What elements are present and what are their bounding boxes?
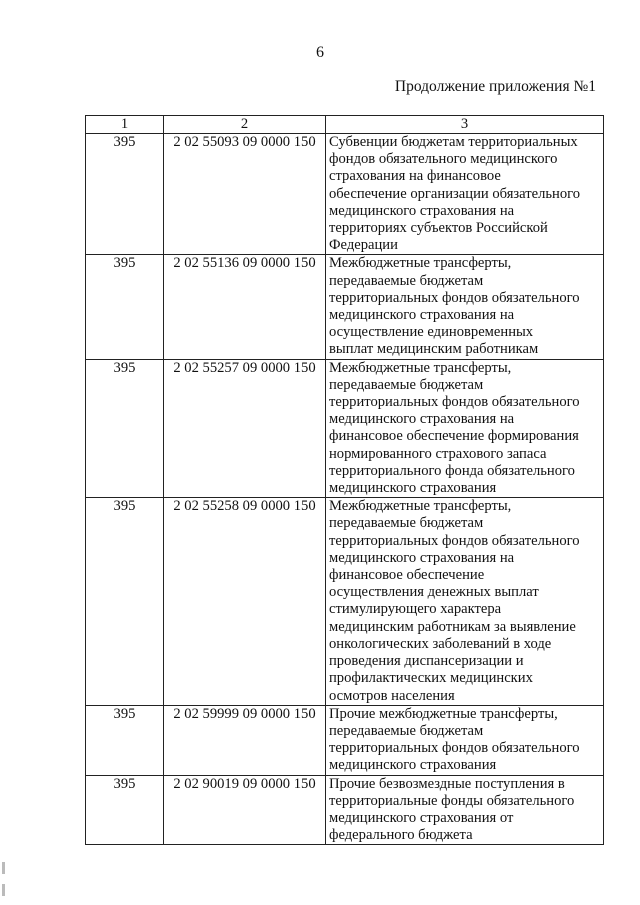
revenue-name-cell (326, 134, 604, 255)
table-row (86, 359, 604, 498)
revenue-name-cell (326, 498, 604, 705)
revenue-name-line: территориальных фондов обязательного (329, 740, 580, 757)
revenue-name-line: фондов обязательного медицинского (329, 151, 558, 168)
revenue-name-line: медицинского страхования на (329, 307, 515, 324)
table-body (86, 134, 604, 845)
binding-mark (2, 884, 5, 896)
revenue-name-line: территориального фонда обязательного (329, 462, 575, 479)
revenue-name-line: медицинского страхования на (329, 549, 515, 566)
revenue-name-line: медицинского страхования на (329, 411, 515, 428)
revenue-name-line: осуществления денежных выплат (329, 584, 539, 601)
revenue-name-line: Субвенции бюджетам территориальных (329, 134, 578, 150)
admin-code-cell: 395 (86, 498, 164, 705)
page-number: 6 (316, 44, 324, 61)
revenue-name-line: нормированного страхового запаса (329, 445, 547, 462)
budget-code-cell: 2 02 55093 09 0000 150 (164, 134, 326, 255)
revenue-name-cell (326, 255, 604, 359)
revenue-name-line: стимулирующего характера (329, 601, 502, 618)
appendix-table (85, 115, 604, 845)
admin-code-cell: 395 (86, 359, 164, 498)
revenue-name-line: территориях субъектов Российской (329, 220, 548, 237)
budget-code-cell: 2 02 59999 09 0000 150 (164, 705, 326, 775)
revenue-name-line: финансовое обеспечение формирования (329, 428, 579, 445)
revenue-name-line: передаваемые бюджетам (329, 722, 484, 739)
revenue-name-line: медицинского страхования от (329, 809, 514, 826)
revenue-name-line: Федерации (329, 237, 398, 254)
continuation-title: Продолжение приложения №1 (394, 78, 596, 95)
revenue-name-line: медицинским работникам за выявление (329, 618, 576, 635)
revenue-name-line: медицинского страхования (329, 757, 497, 774)
table-row (86, 498, 604, 705)
revenue-name-line: профилактических медицинских (329, 670, 533, 687)
revenue-name-line: проведения диспансеризации и (329, 653, 524, 670)
revenue-name-line: Межбюджетные трансферты, (329, 498, 512, 515)
table-row (86, 255, 604, 359)
revenue-name-line: передаваемые бюджетам (329, 376, 484, 393)
header-col-2: 2 (164, 116, 326, 134)
budget-code-cell: 2 02 90019 09 0000 150 (164, 775, 326, 845)
revenue-name-line: территориальные фонды обязательного (329, 792, 575, 809)
revenue-name-line: осмотров населения (329, 687, 455, 704)
revenue-name-cell (326, 359, 604, 498)
revenue-name-line: обеспечение организации обязательного (329, 185, 581, 202)
revenue-name-line: федерального бюджета (329, 827, 473, 844)
binding-mark (2, 862, 5, 874)
revenue-name-line: передаваемые бюджетам (329, 272, 484, 289)
revenue-name-line: территориальных фондов обязательного (329, 289, 580, 306)
revenue-name-line: Межбюджетные трансферты, (329, 255, 512, 272)
admin-code-cell: 395 (86, 705, 164, 775)
revenue-name-cell (326, 705, 604, 775)
table-header-row (86, 116, 604, 134)
revenue-name-line: страхования на финансовое (329, 168, 501, 185)
budget-code-cell: 2 02 55258 09 0000 150 (164, 498, 326, 705)
admin-code-cell: 395 (86, 775, 164, 845)
revenue-name-line: передаваемые бюджетам (329, 515, 484, 532)
revenue-name-line: онкологических заболеваний в ходе (329, 635, 552, 652)
admin-code-cell: 395 (86, 255, 164, 359)
revenue-name-line: Прочие безвозмездные поступления в (329, 775, 565, 792)
revenue-name-line: выплат медицинским работникам (329, 341, 539, 358)
revenue-name-line: медицинского страхования на (329, 202, 515, 219)
table-row (86, 134, 604, 255)
budget-code-cell: 2 02 55136 09 0000 150 (164, 255, 326, 359)
revenue-name-line: осуществление единовременных (329, 324, 534, 341)
revenue-name-line: территориальных фондов обязательного (329, 394, 580, 411)
revenue-name-line: Межбюджетные трансферты, (329, 359, 512, 376)
table-row (86, 705, 604, 775)
revenue-name-line: медицинского страхования (329, 480, 497, 497)
revenue-name-cell (326, 775, 604, 845)
revenue-name-line: финансовое обеспечение (329, 567, 485, 584)
header-col-1: 1 (86, 116, 164, 134)
budget-code-cell: 2 02 55257 09 0000 150 (164, 359, 326, 498)
header-col-3: 3 (326, 116, 604, 134)
revenue-name-line: территориальных фондов обязательного (329, 532, 580, 549)
admin-code-cell: 395 (86, 134, 164, 255)
revenue-name-line: Прочие межбюджетные трансферты, (329, 705, 558, 722)
table-row (86, 775, 604, 845)
